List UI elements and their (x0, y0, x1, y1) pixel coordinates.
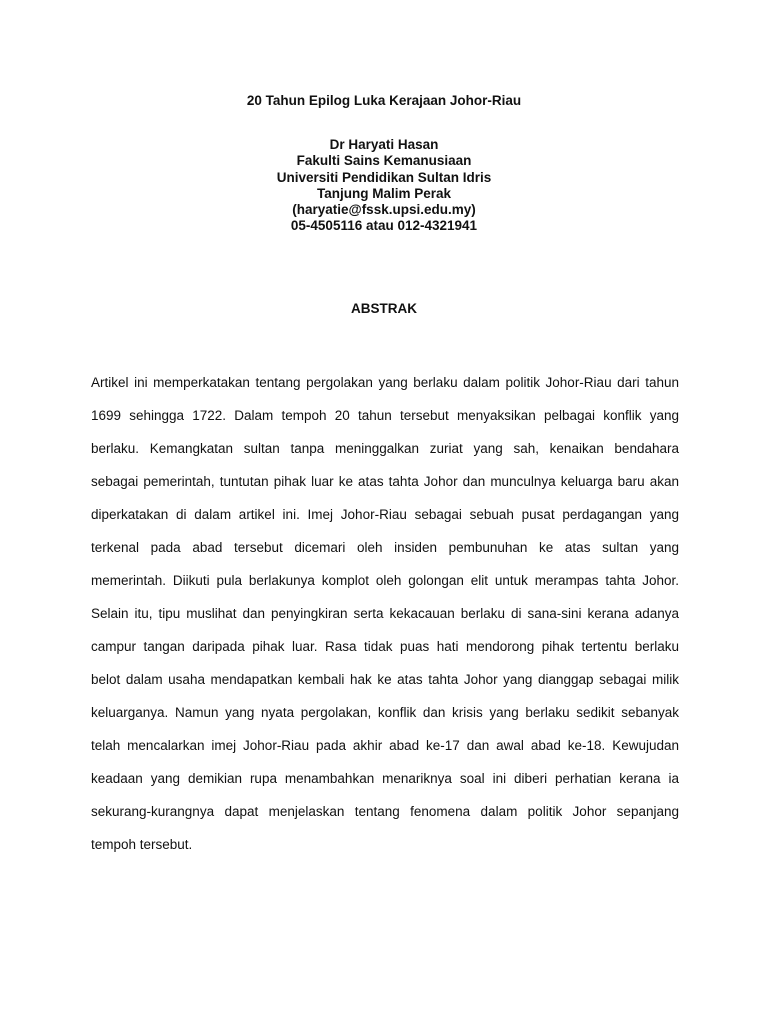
author-name: Dr Haryati Hasan (329, 137, 439, 152)
abstract-line: berlaku. Kemangkatan sultan tanpa meninggalkan zuriat yang sah, kenaikan bendahara (91, 441, 679, 456)
author-block (0, 137, 768, 235)
author-faculty: Fakulti Sains Kemanusiaan (296, 153, 472, 169)
author-university: Universiti Pendidikan Sultan Idris (276, 169, 492, 185)
abstract-line: belot dalam usaha mendapatkan kembali hak ke atas tahta Johor yang dianggap sebagai milik (91, 672, 679, 687)
author-email: (haryatie@fssk.upsi.edu.my) (292, 202, 476, 218)
abstract-line: 1699 sehingga 1722. Dalam tempoh 20 tahun tersebut menyaksikan pelbagai konflik yang (91, 408, 679, 423)
abstract-line: diperkatakan di dalam artikel ini. Imej Johor-Riau sebagai sebuah pusat perdagangan yang (91, 507, 679, 522)
abstract-body (91, 373, 679, 868)
document-title: 20 Tahun Epilog Luka Kerajaan Johor-Riau (246, 93, 522, 108)
abstract-line: telah mencalarkan imej Johor-Riau pada akhir abad ke-17 dan awal abad ke-18. Kewujudan (91, 738, 679, 753)
abstract-line: tempoh tersebut. (91, 837, 193, 852)
abstract-line: sebagai pemerintah, tuntutan pihak luar ke atas tahta Johor dan munculnya keluarga baru akan (91, 474, 679, 489)
abstract-line: campur tangan daripada pihak luar. Rasa tidak puas hati mendorong pihak tertentu berlaku (91, 639, 679, 654)
author-phone: 05-4505116 atau 012-4321941 (290, 218, 478, 234)
abstract-line: terkenal pada abad tersebut dicemari oleh insiden pembunuhan ke atas sultan yang (91, 540, 679, 555)
abstract-line: Artikel ini memperkatakan tentang pergolakan yang berlaku dalam politik Johor-Riau dari tahun (91, 375, 679, 390)
abstract-line: sekurang-kurangnya dapat menjelaskan tentang fenomena dalam politik Johor sepanjang (91, 804, 679, 819)
abstract-line: keadaan yang demikian rupa menambahkan menariknya soal ini diberi perhatian kerana ia (91, 771, 679, 786)
abstract-line: memerintah. Diikuti pula berlakunya komplot oleh golongan elit untuk merampas tahta Johor. (91, 573, 679, 588)
abstract-line: Selain itu, tipu muslihat dan penyingkiran serta kekacauan berlaku di sana-sini kerana adanya (91, 606, 679, 621)
abstract-heading: ABSTRAK (351, 301, 417, 316)
author-location: Tanjung Malim Perak (316, 185, 452, 201)
abstract-line: keluarganya. Namun yang nyata pergolakan, konflik dan krisis yang berlaku sedikit sebanyak (91, 705, 679, 720)
